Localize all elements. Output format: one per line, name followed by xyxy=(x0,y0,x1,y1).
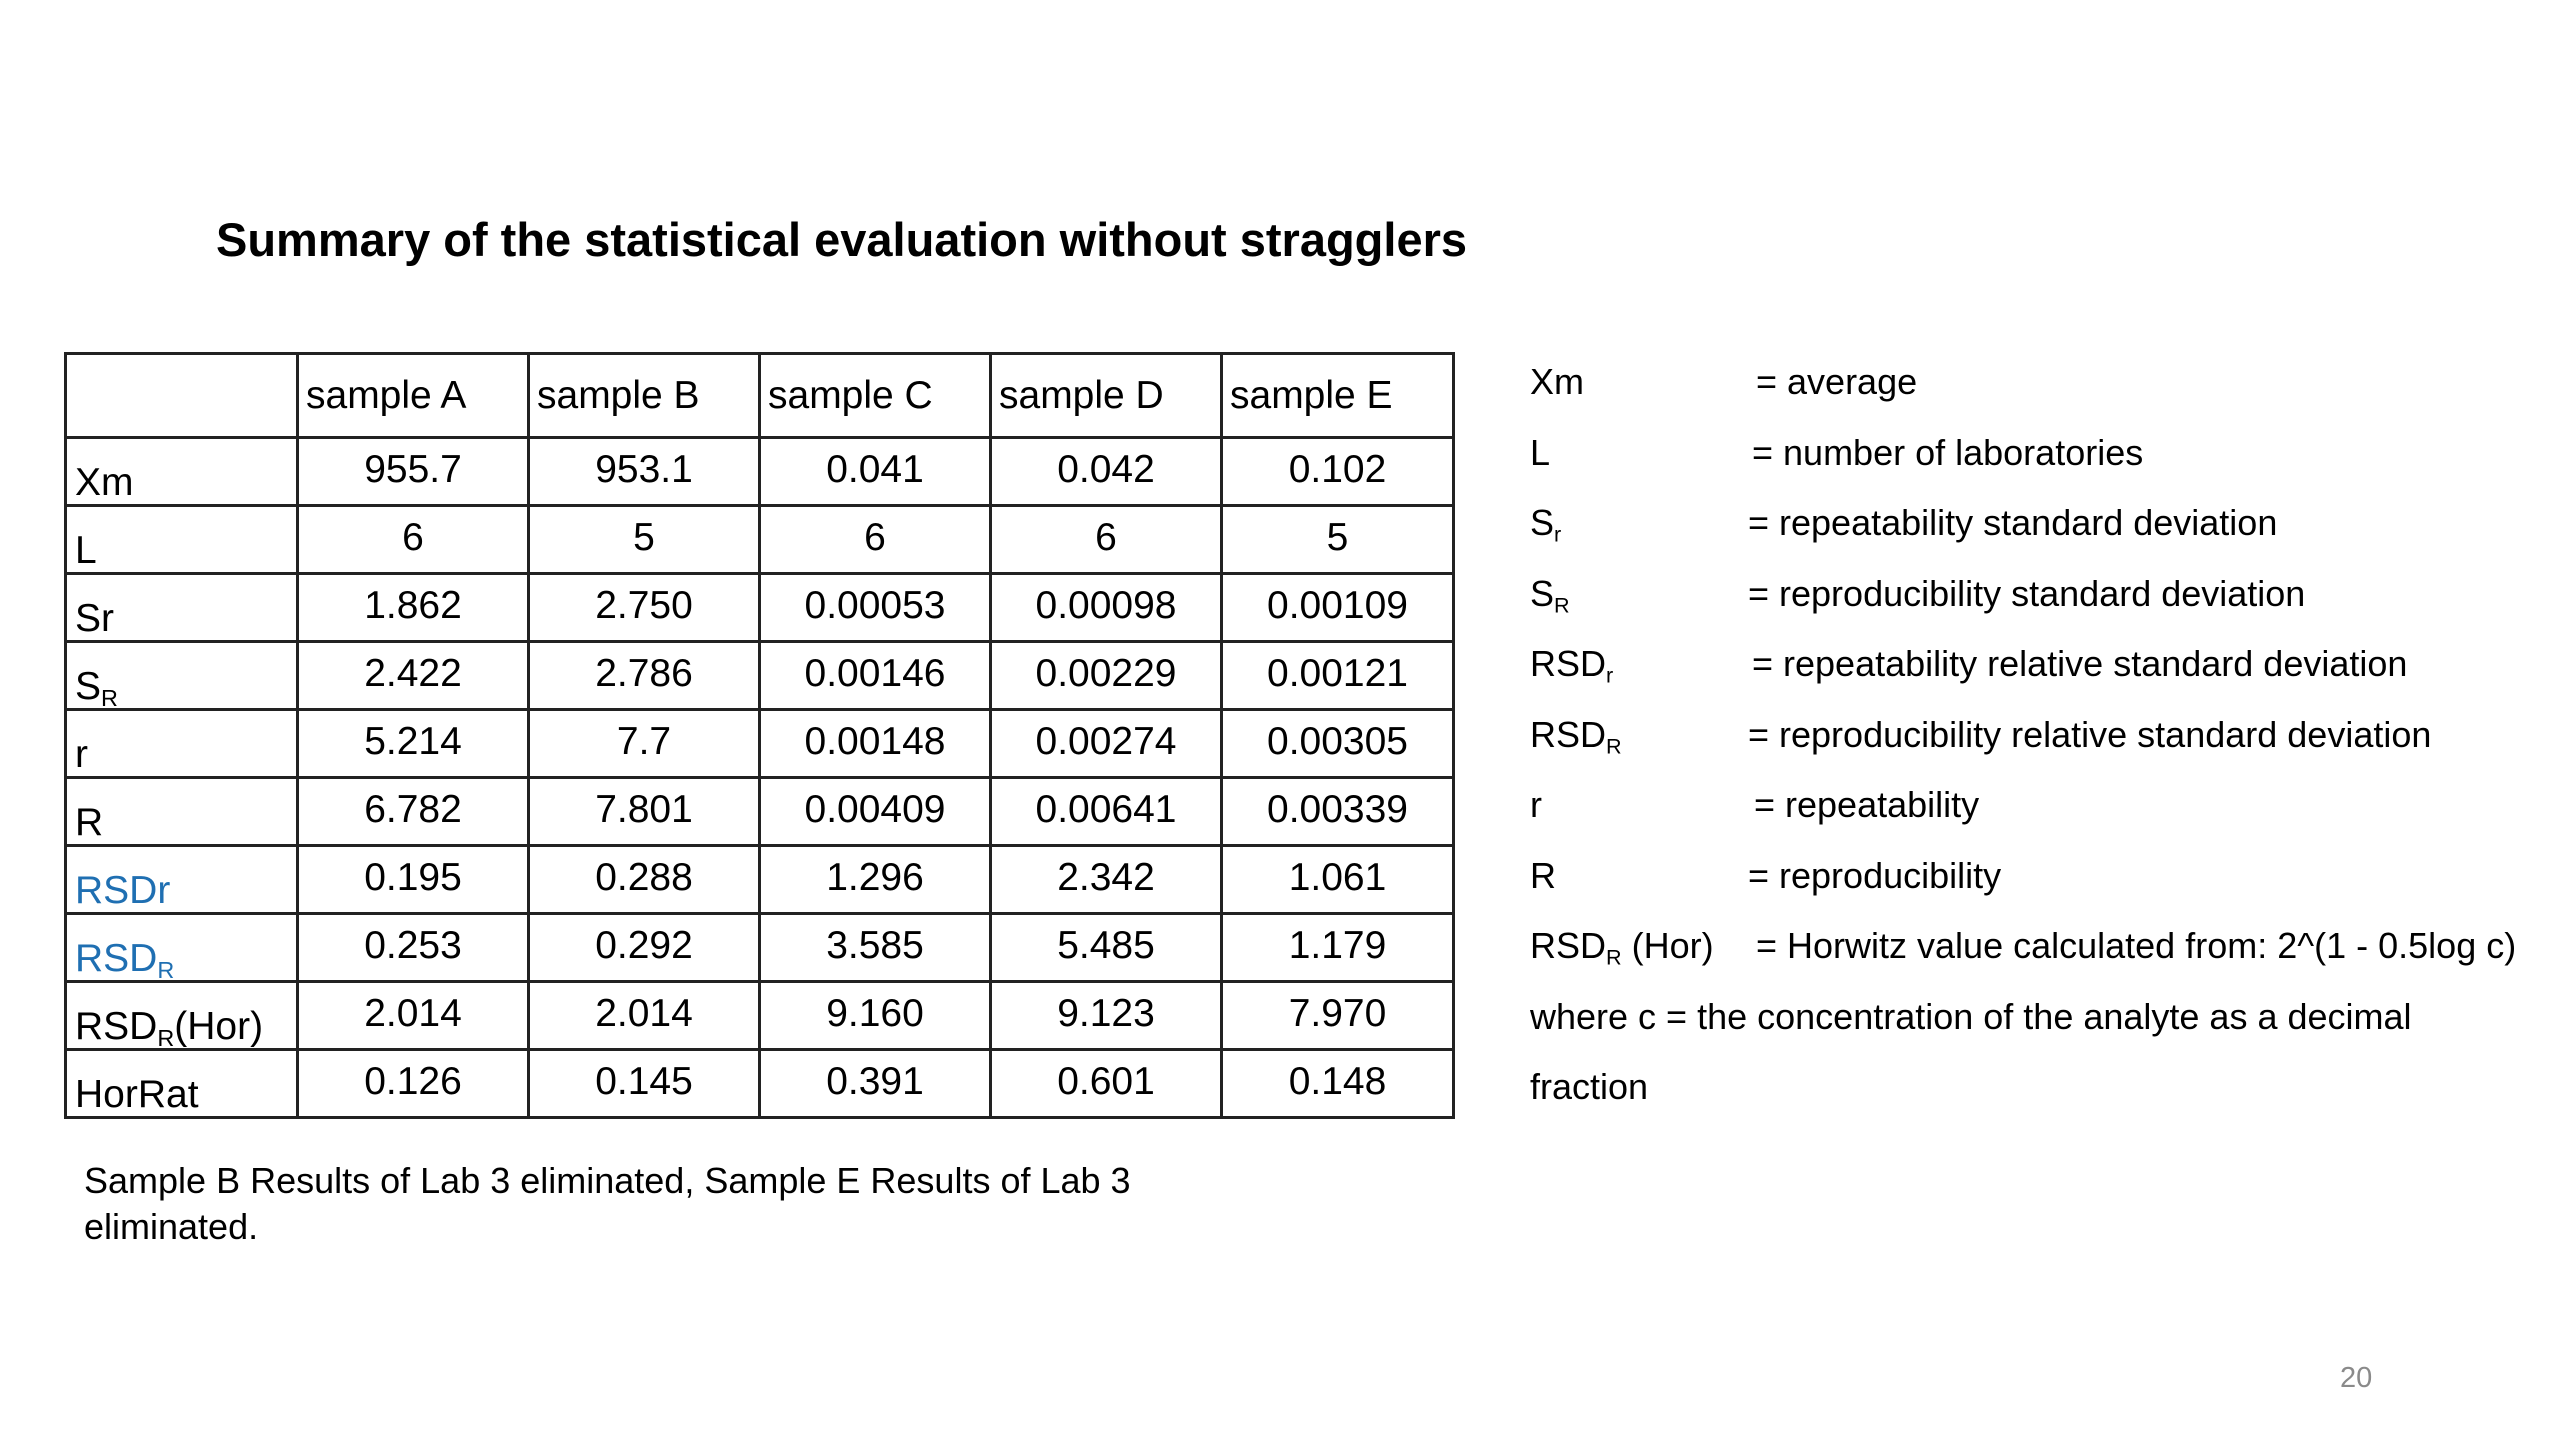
row-label xyxy=(66,642,298,710)
table-cell: 0.126 xyxy=(298,1050,529,1118)
table-row xyxy=(66,642,1454,710)
legend-term-subscript: R xyxy=(1554,591,1570,617)
row-label: Xm xyxy=(66,438,298,506)
legend-footnote-line: where c = the concentration of the analyte as a decimal xyxy=(1530,995,2412,1037)
table-cell: 2.750 xyxy=(529,574,760,642)
table-cell: 0.00229 xyxy=(991,642,1222,710)
table-cell: 0.00109 xyxy=(1222,574,1454,642)
table-cell: 6 xyxy=(991,506,1222,574)
legend-item xyxy=(1530,352,2550,423)
legend-term: R xyxy=(1530,854,1556,896)
legend-definition: = average xyxy=(1756,361,1918,402)
table-row xyxy=(66,1050,1454,1118)
table-cell: 2.014 xyxy=(529,982,760,1050)
legend-definition: = repeatability relative standard deviation xyxy=(1752,643,2408,684)
table-cell: 0.145 xyxy=(529,1050,760,1118)
table-cell: 0.102 xyxy=(1222,438,1454,506)
table-cell: 0.00274 xyxy=(991,710,1222,778)
row-label: r xyxy=(66,710,298,778)
table-cell: 0.00305 xyxy=(1222,710,1454,778)
legend-item xyxy=(1530,634,2550,705)
legend-term-subscript: R xyxy=(1606,732,1622,758)
legend-term-subscript: R xyxy=(1606,944,1622,970)
elimination-note: Sample B Results of Lab 3 eliminated, Sample E Results of Lab 3 eliminated. xyxy=(84,1160,1131,1247)
row-label-subscript: R xyxy=(157,957,175,984)
row-label: HorRat xyxy=(66,1050,298,1118)
table-cell: 1.179 xyxy=(1222,914,1454,982)
table-row xyxy=(66,846,1454,914)
legend-term xyxy=(1530,493,1561,553)
table-cell: 0.148 xyxy=(1222,1050,1454,1118)
statistics-table xyxy=(64,352,1455,1119)
legend-term xyxy=(1530,916,1714,976)
legend-definition: = reproducibility standard deviation xyxy=(1748,572,2306,614)
column-header: sample D xyxy=(991,354,1222,438)
legend xyxy=(1530,352,2550,1128)
legend-item xyxy=(1530,423,2550,494)
table-cell: 0.391 xyxy=(760,1050,991,1118)
legend-term-main: RSD xyxy=(1530,925,1607,966)
row-label-main: S xyxy=(75,665,102,708)
table-row xyxy=(66,982,1454,1050)
table-cell: 0.288 xyxy=(529,846,760,914)
table-cell: 1.061 xyxy=(1222,846,1454,914)
table-cell: 0.292 xyxy=(529,914,760,982)
legend-footnote-line: fraction xyxy=(1530,1066,1649,1107)
legend-term-main: RSD xyxy=(1530,643,1607,684)
table-cell: 6.782 xyxy=(298,778,529,846)
table-cell: 0.00098 xyxy=(991,574,1222,642)
row-label: Sr xyxy=(66,574,298,642)
table-cell: 5.485 xyxy=(991,914,1222,982)
table-cell: 0.195 xyxy=(298,846,529,914)
legend-term-subscript: r xyxy=(1606,662,1614,688)
table-row xyxy=(66,506,1454,574)
table-cell: 0.041 xyxy=(760,438,991,506)
legend-term-main: S xyxy=(1530,572,1555,614)
table-cell: 0.042 xyxy=(991,438,1222,506)
table-header-row xyxy=(66,354,1454,438)
table-row xyxy=(66,710,1454,778)
legend-definition: = repeatability xyxy=(1754,784,1980,825)
legend-term-subscript: r xyxy=(1554,521,1562,547)
table-cell: 7.801 xyxy=(529,778,760,846)
legend-term: r xyxy=(1530,784,1542,825)
legend-item xyxy=(1530,564,2550,635)
table-row xyxy=(66,574,1454,642)
table-cell: 9.123 xyxy=(991,982,1222,1050)
legend-term: Xm xyxy=(1530,361,1584,402)
table-cell: 953.1 xyxy=(529,438,760,506)
table-cell: 0.253 xyxy=(298,914,529,982)
table-cell: 0.00339 xyxy=(1222,778,1454,846)
legend-footnote xyxy=(1530,1057,2550,1128)
row-label xyxy=(66,982,298,1050)
legend-definition: = Horwitz value calculated from: 2^(1 - 0.5log c) xyxy=(1756,925,2517,966)
column-header: sample B xyxy=(529,354,760,438)
legend-term: L xyxy=(1530,431,1551,473)
legend-definition: = repeatability standard deviation xyxy=(1748,502,2278,543)
table-cell: 9.160 xyxy=(760,982,991,1050)
table-cell: 2.422 xyxy=(298,642,529,710)
table-cell: 7.970 xyxy=(1222,982,1454,1050)
table-cell: 1.296 xyxy=(760,846,991,914)
legend-definition: = reproducibility xyxy=(1748,854,2002,896)
row-label: R xyxy=(66,778,298,846)
row-label-subscript: R xyxy=(157,1025,175,1052)
legend-term xyxy=(1530,705,1622,765)
table-cell: 7.7 xyxy=(529,710,760,778)
column-header: sample E xyxy=(1222,354,1454,438)
table-row xyxy=(66,438,1454,506)
legend-term-suffix: (Hor) xyxy=(1621,925,1714,966)
row-label-main: RSD xyxy=(75,937,158,980)
table-cell: 0.00148 xyxy=(760,710,991,778)
legend-footnote xyxy=(1530,987,2550,1058)
legend-definition: = number of laboratories xyxy=(1752,431,2144,473)
table-cell: 0.00641 xyxy=(991,778,1222,846)
table-cell: 5 xyxy=(529,506,760,574)
legend-definition: = reproducibility relative standard deviation xyxy=(1748,713,2432,755)
table-cell: 2.342 xyxy=(991,846,1222,914)
table-cell: 0.00121 xyxy=(1222,642,1454,710)
table-cell: 2.786 xyxy=(529,642,760,710)
legend-item xyxy=(1530,916,2550,987)
table-cell: 0.00146 xyxy=(760,642,991,710)
table-cell: 3.585 xyxy=(760,914,991,982)
row-label-main: RSD xyxy=(75,1005,158,1048)
table-cell: 0.00409 xyxy=(760,778,991,846)
legend-item xyxy=(1530,846,2550,917)
table-cell: 6 xyxy=(298,506,529,574)
table-corner-cell xyxy=(66,354,298,438)
table-cell: 1.862 xyxy=(298,574,529,642)
legend-term xyxy=(1530,634,1613,694)
table-row xyxy=(66,914,1454,982)
slide-title: Summary of the statistical evaluation without stragglers xyxy=(216,213,1468,266)
column-header: sample C xyxy=(760,354,991,438)
table-row xyxy=(66,778,1454,846)
row-label xyxy=(66,914,298,982)
row-label-subscript: R xyxy=(101,685,118,712)
legend-item xyxy=(1530,493,2550,564)
table-cell: 5 xyxy=(1222,506,1454,574)
page-number: 20 xyxy=(2340,1362,2373,1394)
legend-item xyxy=(1530,775,2550,846)
row-label-suffix: (Hor) xyxy=(174,1005,264,1048)
table-cell: 2.014 xyxy=(298,982,529,1050)
legend-item xyxy=(1530,705,2550,776)
table-cell: 0.601 xyxy=(991,1050,1222,1118)
table-cell: 5.214 xyxy=(298,710,529,778)
column-header: sample A xyxy=(298,354,529,438)
table-cell: 955.7 xyxy=(298,438,529,506)
table-cell: 6 xyxy=(760,506,991,574)
legend-term-main: RSD xyxy=(1530,713,1607,755)
legend-term xyxy=(1530,564,1570,624)
row-label: L xyxy=(66,506,298,574)
legend-term-main: S xyxy=(1530,502,1555,543)
row-label: RSDr xyxy=(66,846,298,914)
table-cell: 0.00053 xyxy=(760,574,991,642)
